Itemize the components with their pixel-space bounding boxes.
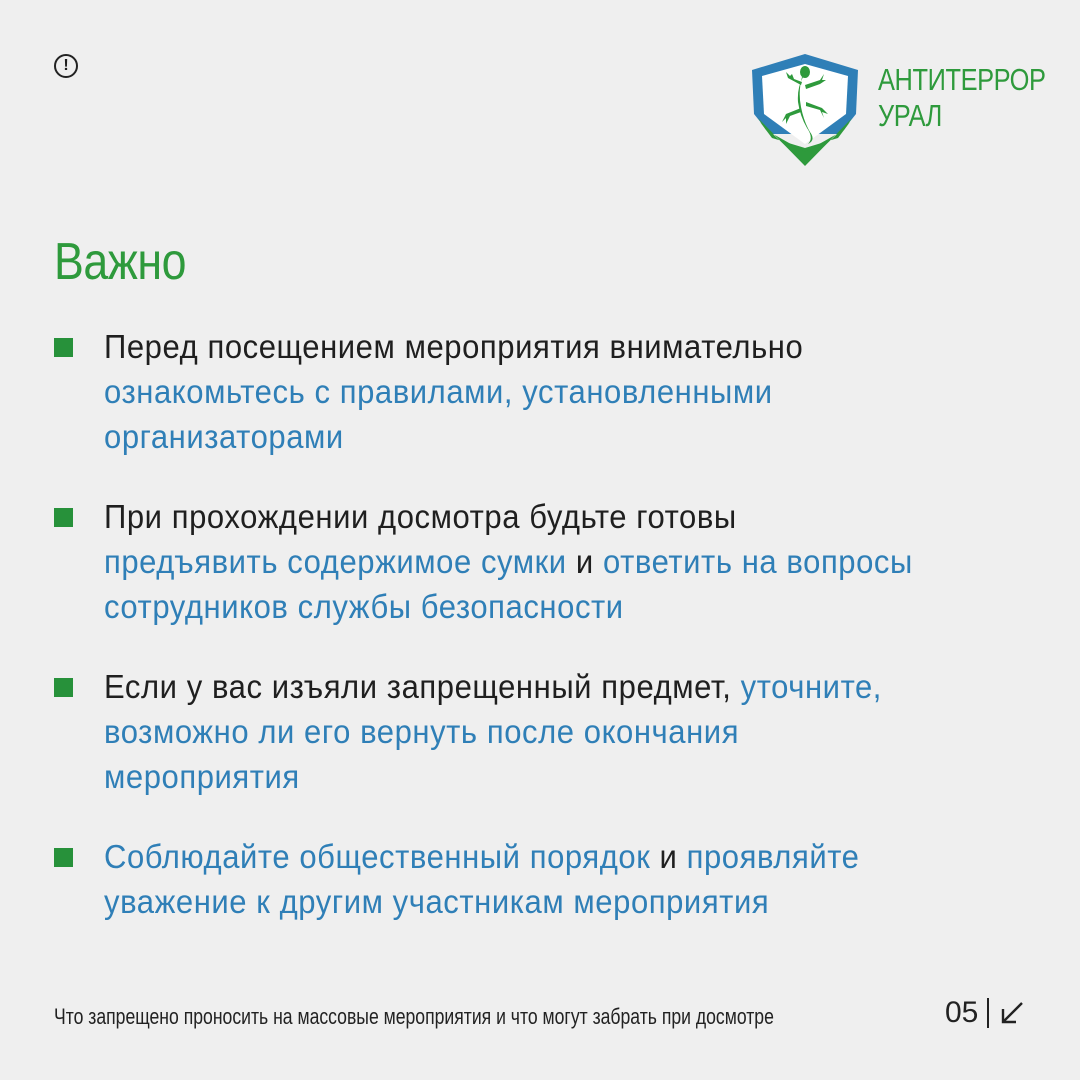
item-highlight: организаторами (104, 418, 344, 455)
page-title: Важно (54, 233, 187, 291)
shield-lizard-icon (748, 52, 862, 168)
list-item (54, 834, 1044, 924)
bullet-square (54, 508, 73, 527)
item-highlight: возможно ли его вернуть после окончания (104, 713, 740, 750)
brand-name (878, 62, 1046, 134)
list-item (54, 664, 1044, 799)
item-highlight: ознакомьтесь с правилами, установленными (104, 373, 773, 410)
divider (987, 998, 989, 1028)
item-highlight: сотрудников службы безопасности (104, 588, 624, 625)
item-highlight: ответить на вопросы (603, 543, 913, 580)
list-item (54, 494, 1044, 629)
item-highlight: Соблюдайте общественный порядок (104, 838, 651, 875)
item-conjunction: и (575, 543, 594, 580)
tips-list (54, 324, 1044, 924)
item-text-line: Если у вас изъяли запрещенный предмет, (104, 668, 732, 705)
brand-line-1: АНТИТЕРРОР (878, 62, 1046, 97)
item-highlight: уточните, (740, 668, 882, 705)
item-highlight: предъявить содержимое сумки (104, 543, 567, 580)
page-indicator (945, 996, 1026, 1030)
item-text-line: При прохождении досмотра будьте готовы (104, 498, 737, 535)
bullet-square (54, 678, 73, 697)
page-number: 05 (945, 996, 979, 1029)
alert-circle-icon: ! (54, 54, 78, 78)
brand-line-2: УРАЛ (878, 98, 942, 133)
footer-caption: Что запрещено проносить на массовые мероприятия и что могут забрать при досмотре (54, 1004, 774, 1029)
logo (748, 52, 1046, 170)
item-highlight: проявляйте (686, 838, 860, 875)
item-text-line: Перед посещением мероприятия внимательно (104, 328, 804, 365)
arrow-down-left-icon (998, 999, 1026, 1027)
item-highlight: уважение к другим участникам мероприятия (104, 883, 770, 920)
item-highlight: мероприятия (104, 758, 300, 795)
item-conjunction: и (659, 838, 678, 875)
bullet-square (54, 848, 73, 867)
bullet-square (54, 338, 73, 357)
list-item (54, 324, 1044, 459)
